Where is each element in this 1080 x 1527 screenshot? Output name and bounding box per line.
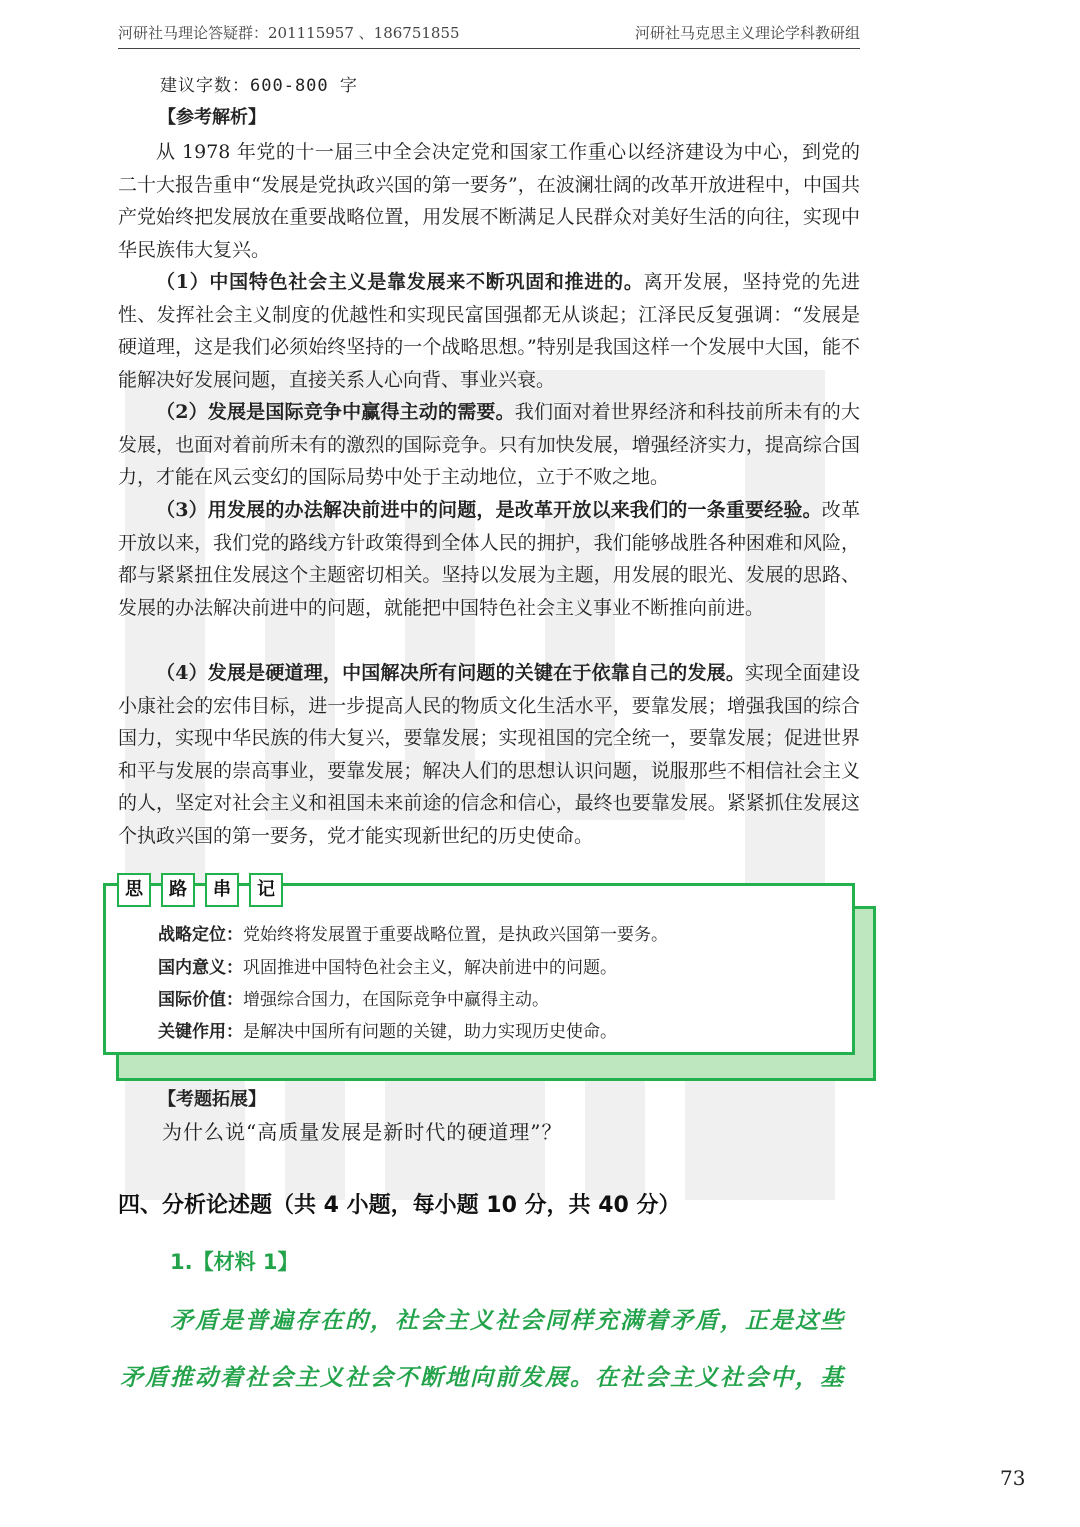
point-4-text: 实现全面建设小康社会的宏伟目标，进一步提高人民的物质文化生活水平，要靠发展；增强我国的综合国力，实现中华民族的伟大复兴，要靠发展；实现祖国的完全统一，要靠发展；促进世界和平与发展的崇高事业，要靠发展；解决人们的思想认识问题，说服那些不相信社会主义的人，坚定对社会主义和祖国未来前途的信念和信心，最终也要靠发展。紧紧抓住发展这个执政兴国的第一要务，党才能实现新世纪的历史使命。 bbox=[118, 662, 860, 847]
extension-question: 为什么说“高质量发展是新时代的硬道理”？ bbox=[162, 1120, 563, 1144]
memo-chip-2: 路 bbox=[161, 873, 195, 907]
memo-text-3: 增强综合国力，在国际竞争中赢得主动。 bbox=[243, 990, 549, 1010]
analysis-heading: 【参考解析】 bbox=[158, 107, 266, 128]
memo-text-4: 是解决中国所有问题的关键，助力实现历史使命。 bbox=[243, 1022, 617, 1042]
page-number: 73 bbox=[1000, 1466, 1026, 1490]
material-line-2: 矛盾推动着社会主义社会不断地向前发展。在社会主义社会中，基 bbox=[120, 1364, 845, 1391]
point-3-paragraph bbox=[118, 494, 860, 624]
memo-line-3 bbox=[158, 985, 549, 1015]
point-4-paragraph bbox=[118, 657, 860, 853]
memo-chip-3: 串 bbox=[205, 873, 239, 907]
extension-heading: 【考题拓展】 bbox=[158, 1089, 266, 1110]
material-title: 1.【材料 1】 bbox=[170, 1250, 299, 1274]
point-1-heading: （1）中国特色社会主义是靠发展来不断巩固和推进的。 bbox=[156, 271, 644, 293]
section-title: 四、分析论述题（共 4 小题，每小题 10 分，共 40 分） bbox=[118, 1193, 681, 1218]
word-count: 建议字数：600-800 字 bbox=[160, 76, 358, 96]
memo-key-2: 国内意义： bbox=[158, 958, 243, 978]
header-left-text: 河研社马理论答疑群：201115957 、186751855 bbox=[118, 24, 460, 42]
memo-key-3: 国际价值： bbox=[158, 990, 243, 1010]
point-1-text: 离开发展，坚持党的先进性、发挥社会主义制度的优越性和实现民富国强都无从谈起；江泽民反复强调：“发展是硬道理，这是我们必须始终坚持的一个战略思想。”特别是我国这样一个发展中大国，能不能解决好发展问题，直接关系人心向背、事业兴衰。 bbox=[118, 271, 860, 391]
point-4-heading: （4）发展是硬道理，中国解决所有问题的关键在于依靠自己的发展。 bbox=[156, 662, 746, 684]
memo-key-4: 关键作用： bbox=[158, 1022, 243, 1042]
memo-line-1 bbox=[158, 920, 668, 950]
intro-paragraph: 从 1978 年党的十一届三中全会决定党和国家工作重心以经济建设为中心，到党的二十大报告重申“发展是党执政兴国的第一要务”，在波澜壮阔的改革开放进程中，中国共产党始终把发展放在重要战略位置，用发展不断满足人民群众对美好生活的向往，实现中华民族伟大复兴。 bbox=[118, 141, 860, 261]
point-1-paragraph bbox=[118, 266, 860, 396]
point-3-heading: （3）用发展的办法解决前进中的问题，是改革开放以来我们的一条重要经验。 bbox=[156, 499, 822, 521]
material-line-1: 矛盾是普遍存在的，社会主义社会同样充满着矛盾，正是这些 bbox=[170, 1307, 845, 1334]
header-right-text: 河研社马克思主义理论学科教研组 bbox=[634, 24, 860, 42]
memo-text-2: 巩固推进中国特色社会主义，解决前进中的问题。 bbox=[243, 958, 617, 978]
memo-line-4 bbox=[158, 1017, 617, 1047]
point-2-heading: （2）发展是国际竞争中赢得主动的需要。 bbox=[156, 401, 515, 423]
point-3-text: 改革开放以来，我们党的路线方针政策得到全体人民的拥护，我们能够战胜各种困难和风险，都与紧紧扭住发展这个主题密切相关。坚持以发展为主题，用发展的眼光、发展的思路、发展的办法解决前进中的问题，就能把中国特色社会主义事业不断推向前进。 bbox=[118, 499, 860, 619]
memo-key-1: 战略定位： bbox=[158, 925, 243, 945]
memo-text-1: 党始终将发展置于重要战略位置，是执政兴国第一要务。 bbox=[243, 925, 668, 945]
memo-chip-1: 思 bbox=[117, 873, 151, 907]
page-header bbox=[118, 22, 860, 49]
memo-chip-4: 记 bbox=[249, 873, 283, 907]
memo-line-2 bbox=[158, 953, 617, 983]
point-2-text: 我们面对着世界经济和科技前所未有的大发展，也面对着前所未有的激烈的国际竞争。只有加快发展，增强经济实力，提高综合国力，才能在风云变幻的国际局势中处于主动地位，立于不败之地。 bbox=[118, 401, 860, 489]
point-2-paragraph bbox=[118, 396, 860, 494]
